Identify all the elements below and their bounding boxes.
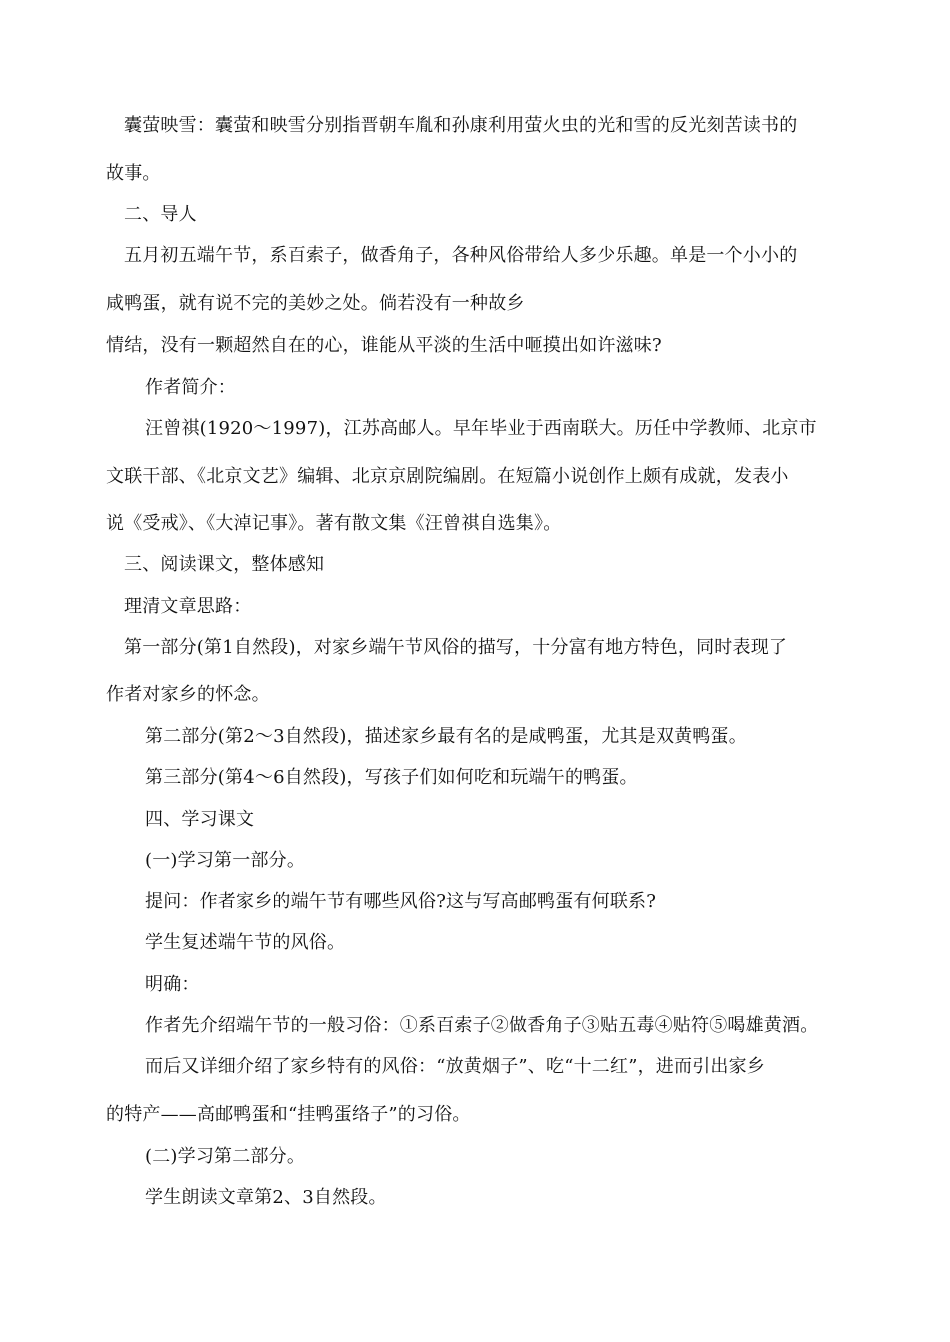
section-heading: 四、学习课文: [145, 809, 255, 830]
text-line: 汪曾祺(1920～1997)，江苏高邮人。早年毕业于西南联大。历任中学教师、北京市: [145, 418, 817, 439]
subheading: (二)学习第二部分。: [145, 1146, 306, 1167]
text-line: 的特产——高邮鸭蛋和“挂鸭蛋络子”的习俗。: [106, 1104, 471, 1125]
text-line: 故事。: [106, 163, 161, 184]
text-line: 文联干部、《北京文艺》编辑、北京京剧院编剧。在短篇小说创作上颇有成就，发表小: [106, 466, 789, 487]
section-heading: 三、阅读课文，整体感知: [124, 554, 325, 575]
text-line: 学生复述端午节的风俗。: [145, 932, 346, 953]
text-line: 明确：: [145, 974, 200, 995]
text-line: 作者对家乡的怀念。: [106, 684, 270, 705]
subheading: (一)学习第一部分。: [145, 850, 306, 871]
text-line: 学生朗读文章第2、3自然段。: [145, 1187, 387, 1208]
subheading: 理清文章思路：: [124, 596, 252, 617]
text-line: 第二部分(第2～3自然段)，描述家乡最有名的是咸鸭蛋，尤其是双黄鸭蛋。: [145, 726, 747, 747]
text-line: 情结，没有一颗超然自在的心，谁能从平淡的生活中咂摸出如许滋味?: [106, 335, 662, 356]
subheading: 作者简介：: [145, 377, 236, 398]
section-heading: 二、导人: [124, 204, 197, 225]
text-line: 五月初五端午节，系百索子，做香角子，各种风俗带给人多少乐趣。单是一个小小的: [124, 245, 798, 266]
text-line: 作者先介绍端午节的一般习俗：①系百索子②做香角子③贴五毒④贴符⑤喝雄黄酒。: [145, 1015, 819, 1036]
text-line: 囊萤映雪：囊萤和映雪分别指晋朝车胤和孙康利用萤火虫的光和雪的反光刻苦读书的: [124, 115, 798, 136]
text-line: 而后又详细介绍了家乡特有的风俗：“放黄烟子”、吃“十二红”，进而引出家乡: [145, 1056, 766, 1077]
text-line: 咸鸭蛋，就有说不完的美妙之处。倘若没有一种故乡: [106, 293, 525, 314]
text-line: 提问：作者家乡的端午节有哪些风俗?这与写高邮鸭蛋有何联系?: [145, 891, 657, 912]
text-line: 第三部分(第4～6自然段)，写孩子们如何吃和玩端午的鸭蛋。: [145, 767, 638, 788]
text-line: 说《受戒》、《大淖记事》。著有散文集《汪曾祺自选集》。: [106, 513, 562, 534]
text-line: 第一部分(第1自然段)，对家乡端午节风俗的描写，十分富有地方特色，同时表现了: [124, 637, 788, 658]
